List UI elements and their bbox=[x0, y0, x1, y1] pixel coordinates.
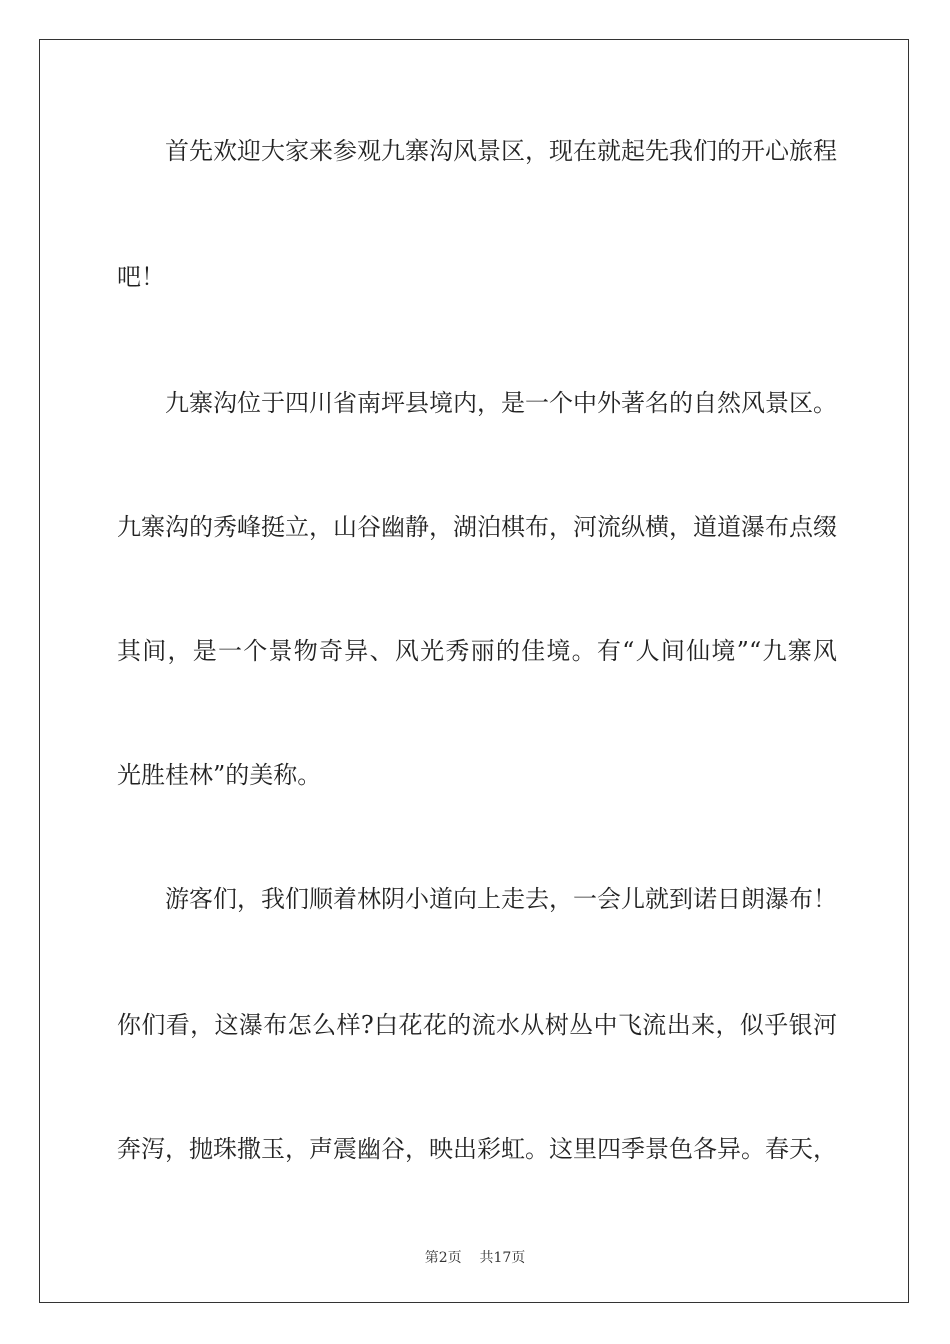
text-line-2: 吧！ bbox=[117, 263, 165, 291]
text-line-6: 光胜桂林”的美称。 bbox=[117, 761, 322, 789]
text-line-8: 你们看，这瀑布怎么样?白花花的流水从树丛中飞流出来，似乎银河 bbox=[117, 1011, 837, 1039]
text-line-4: 九寨沟的秀峰挺立，山谷幽静，湖泊棋布，河流纵横，道道瀑布点缀 bbox=[117, 513, 837, 541]
text-line-9: 奔泻，抛珠撒玉，声震幽谷，映出彩虹。这里四季景色各异。春天， bbox=[117, 1135, 837, 1163]
text-line-1: 首先欢迎大家来参观九寨沟风景区，现在就起先我们的开心旅程 bbox=[117, 137, 837, 165]
page-border bbox=[39, 39, 909, 1303]
text-line-7: 游客们，我们顺着林阴小道向上走去，一会儿就到诺日朗瀑布！ bbox=[117, 885, 837, 913]
text-line-5: 其间，是一个景物奇异、风光秀丽的佳境。有“人间仙境”“九寨风 bbox=[117, 637, 837, 665]
page-number-footer: 第2页 共17页 bbox=[424, 1250, 526, 1266]
text-line-3: 九寨沟位于四川省南坪县境内，是一个中外著名的自然风景区。 bbox=[117, 389, 837, 417]
